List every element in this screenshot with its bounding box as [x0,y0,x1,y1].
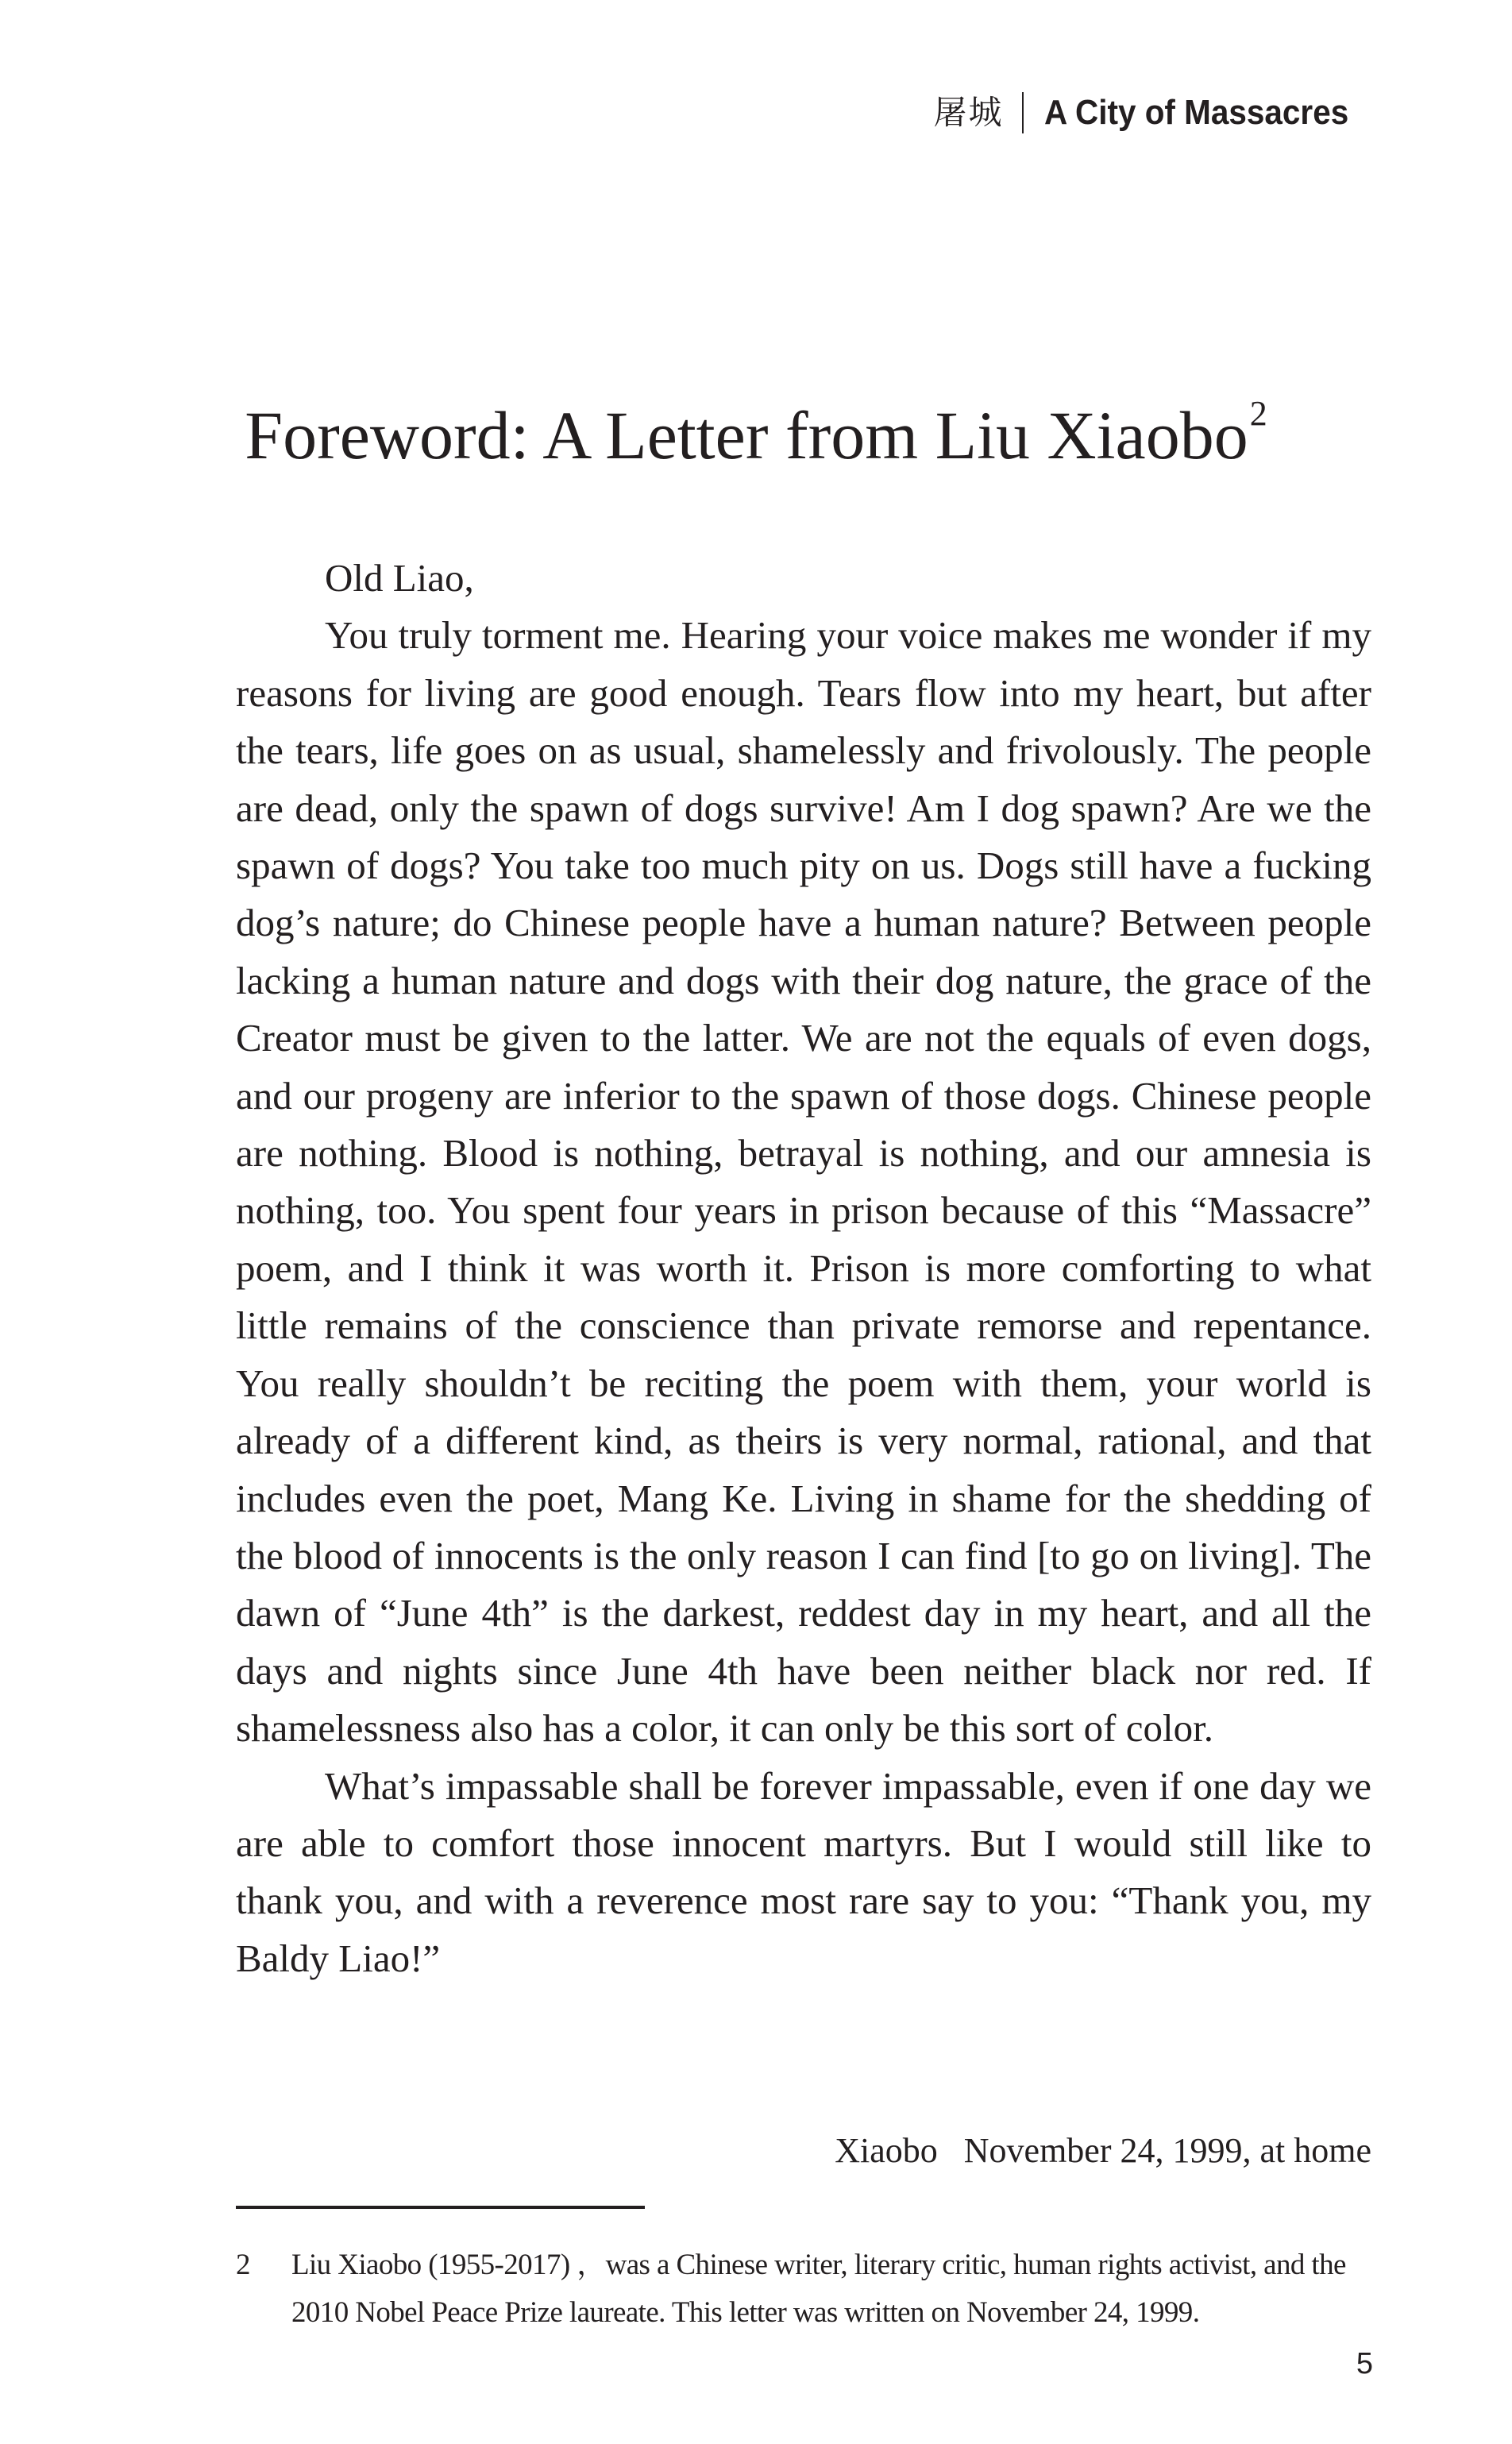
footnote-divider [236,2206,645,2209]
letter-salutation: Old Liao, [325,556,474,600]
letter-paragraph: You truly torment me. Hearing your voice makes me wonder if my reasons for living are good enough. Tears flow into my heart, but after the tears, life goes on as usual, shamelessly and frivolously. The people are dead, only the spawn of dogs survive! Am I dog spawn? Are we the spawn of dogs? You take too much pity on us. Dogs still have a fucking dog’s nature; do Chinese people have a human nature? Between people lacking a human nature and dogs with their dog nature, the grace of the Creator must be given to the latter. We are not the equals of even dogs, and our progeny are inferior to the spawn of those dogs. Chinese people are nothing. Blood is nothing, betrayal is nothing, and our amnesia is nothing, too. You spent four years in prison because of this “Massacre” poem, and I think it was worth it. Prison is more comforting to what little remains of the conscience than private remorse and repentance. You really shouldn’t be reciting the poem with them, your world is already of a different kind, as theirs is very normal, rational, and that includes even the poet, Mang Ke. Living in shame for the shedding of the blood of innocents is the only reason I can find [to go on living]. The dawn of “June 4th” is the darkest, reddest day in my heart, and all the days and nights since June 4th have been neither black nor red. If shamelessness also has a color, it can only be this sort of color. [236,613,1371,1751]
book-title-english: A City of Massacres [1044,93,1349,132]
page-number: 5 [1356,2347,1373,2380]
header-separator [1022,92,1024,133]
letter-signature: Xiaobo November 24, 1999, at home [835,2131,1371,2170]
chapter-title [0,388,1512,495]
footnote-number: 2 [236,2249,250,2281]
letter-paragraph: What’s impassable shall be forever impassable, even if one day we are able to comfort those innocent martyrs. But I would still like to thank you, and with a reverence most rare say to you: “Thank you, my Baldy Liao!” [236,1763,1371,1980]
chapter-title-text: Foreword: A Letter from Liu Xiaobo [245,397,1248,473]
book-title-chinese: 屠城 [933,93,1004,132]
footnote-reference: 2 [1249,394,1267,433]
letter-body [236,550,1371,1987]
running-header [933,89,1375,137]
footnote-text: Liu Xiaobo (1955-2017) ，was a Chinese writer, literary critic, human rights activist, and the 2010 Nobel Peace Prize laureate. This letter was written on November 24, 1999. [291,2249,1346,2329]
footnote [236,2241,1373,2337]
